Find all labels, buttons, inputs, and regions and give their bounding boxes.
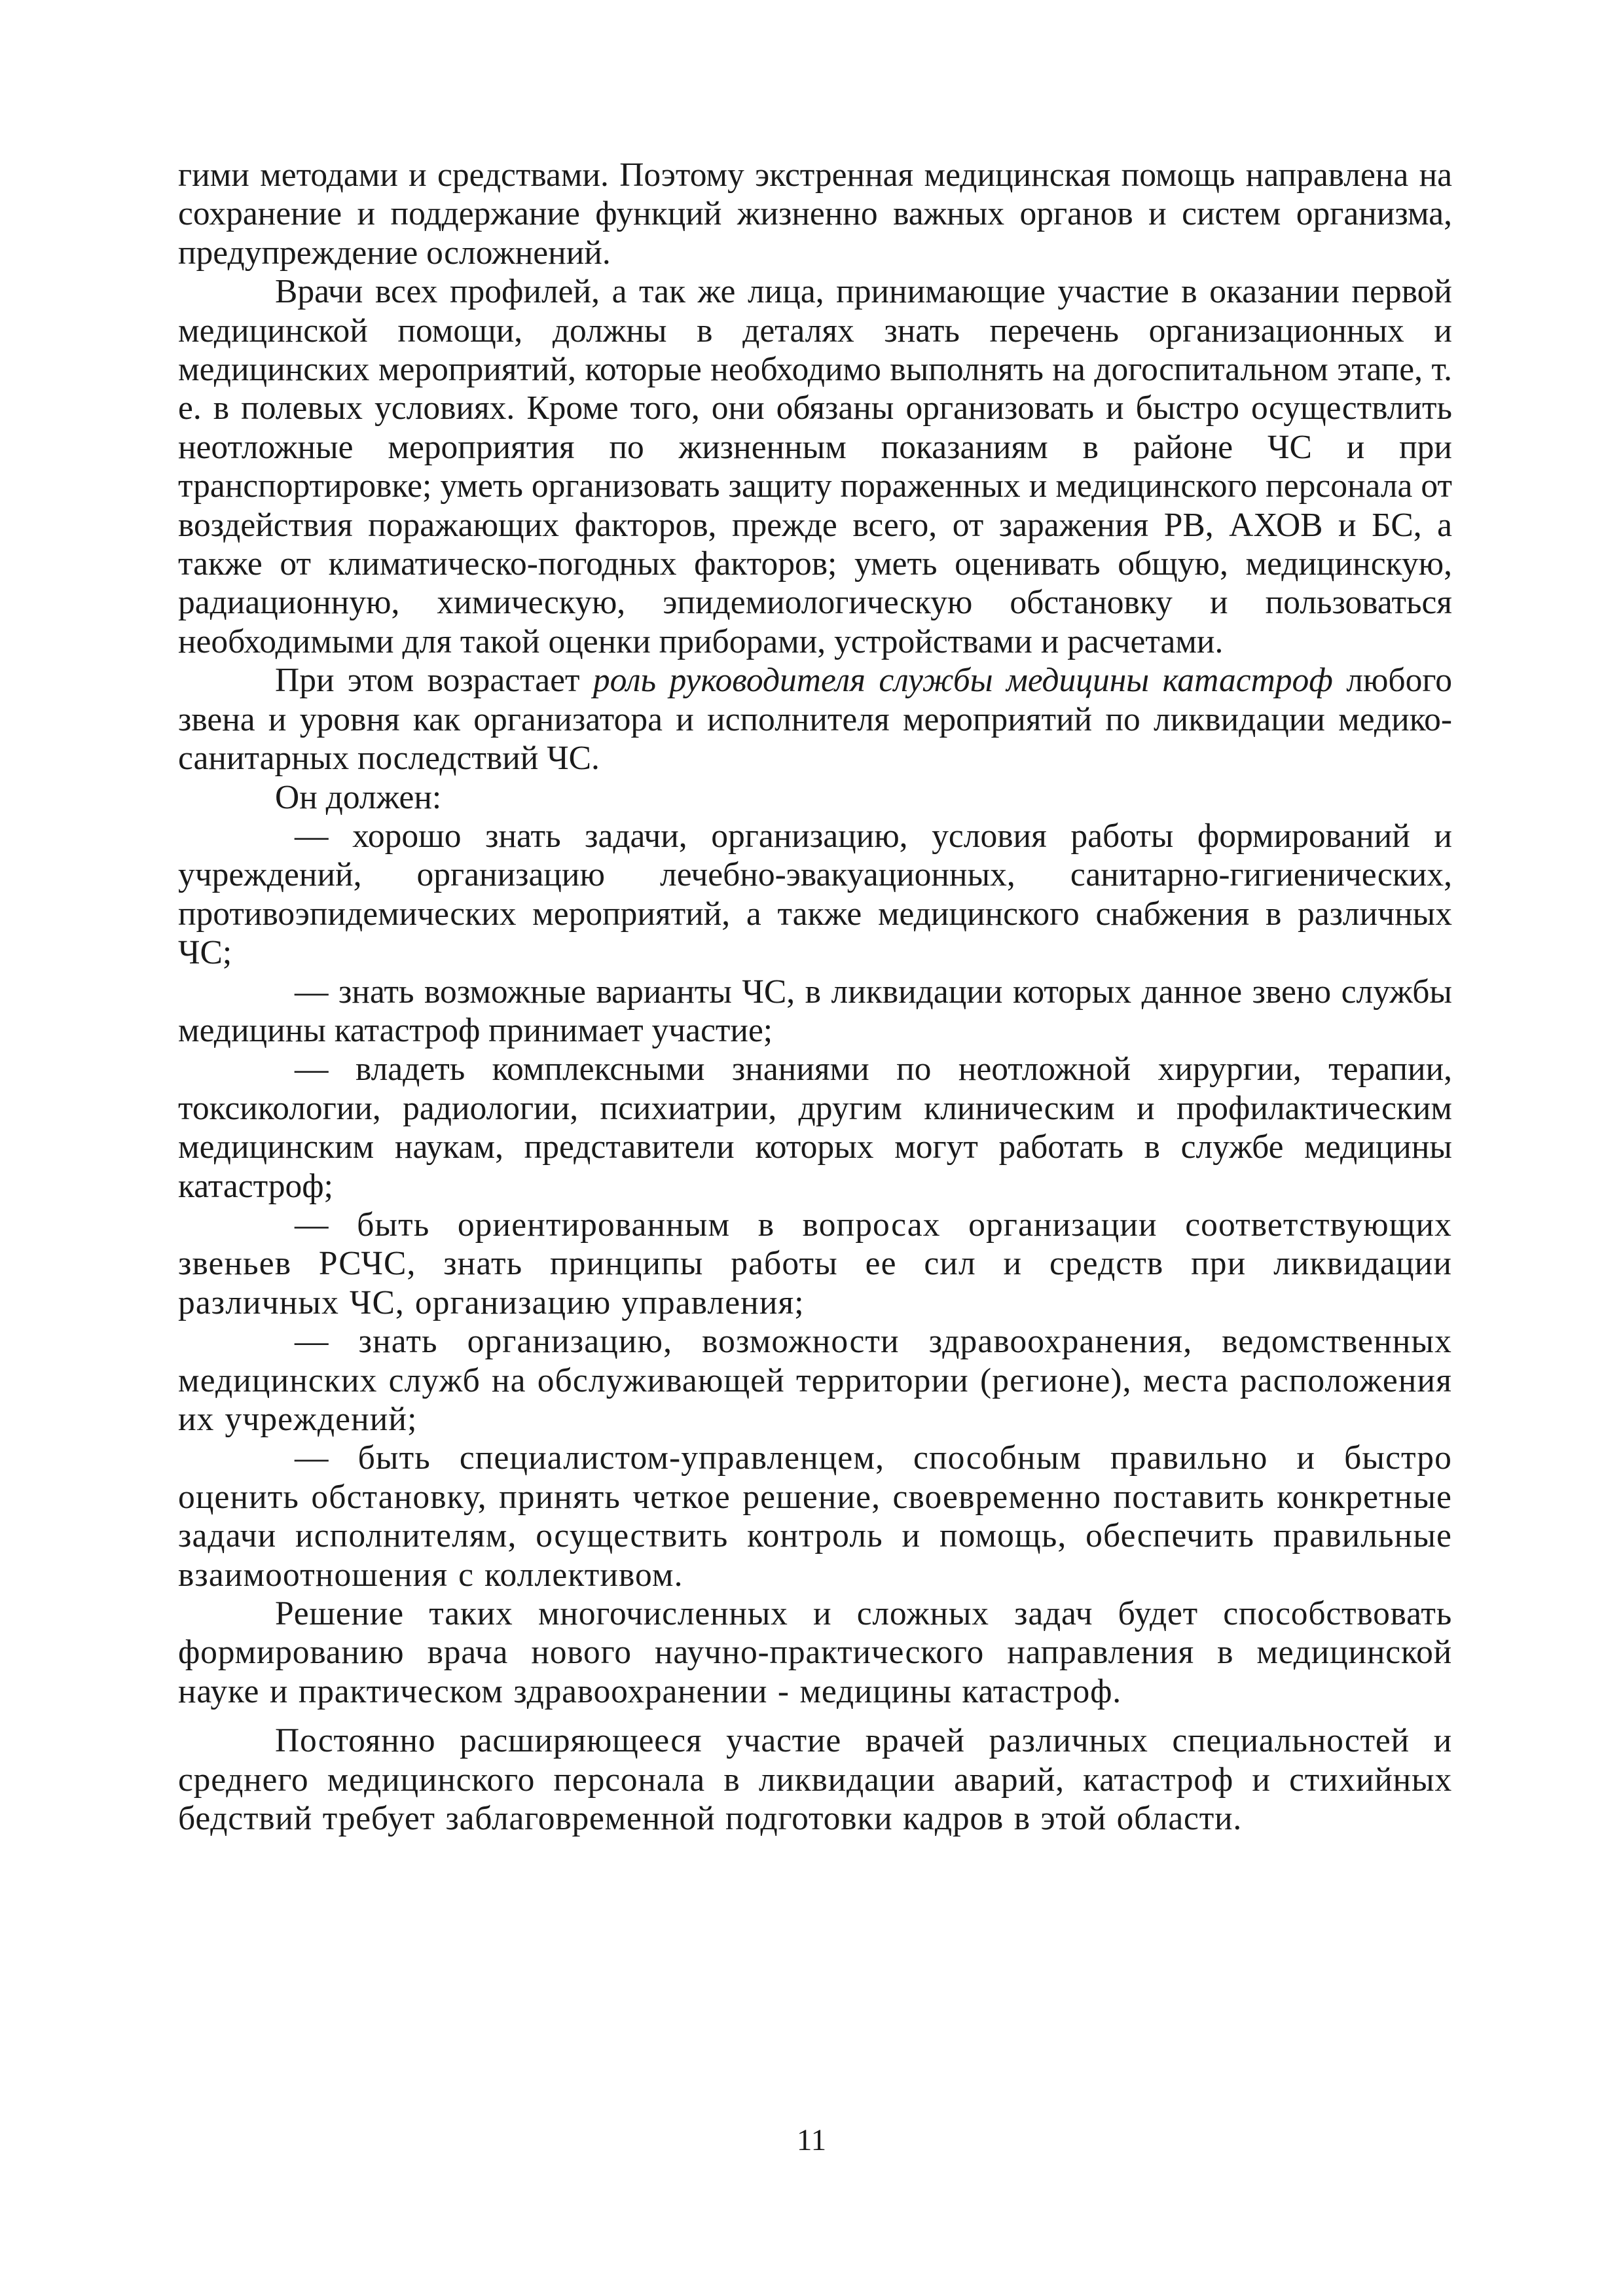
list-item: [178, 1206, 1452, 1322]
paragraph-list-intro: Он должен:: [275, 778, 442, 816]
leader-role-text-after: любого звена и уровня как организатора и исполнителя мероприятий по ликвидации медико-санитарных последствий ЧС.: [178, 662, 1452, 778]
paragraph-training: Постоянно расширяющееся участие врачей различных специальностей и среднего медицинского персонала в ликвидации аварий, катастроф и стихийных бедствий требует заблаговременной подготовки кадров в этой области.: [178, 1722, 1452, 1838]
list-dash: —: [295, 1050, 329, 1088]
leader-role-emphasis: роль руководителя службы медицины катастроф: [593, 662, 1333, 700]
list-item: [178, 1439, 1452, 1594]
list-item: [178, 817, 1452, 973]
paragraph-leader-role: [178, 661, 1452, 778]
paragraph-continuation: гими методами и средствами. Поэтому экстренная медицинская помощь направлена на сохранение и поддержание функций жизненно важных органов и систем организма, предупреждение осложнений.: [178, 156, 1452, 272]
list-item-text: знать организацию, возможности здравоохранения, ведомственных медицинских служб на обслуживающей территории (регионе), места расположения их учреждений;: [178, 1323, 1452, 1438]
list-dash: —: [295, 1439, 329, 1477]
list-item-text: хорошо знать задачи, организацию, условия работы формирований и учреждений, организацию лечебно-эвакуационных, санитарно-гигиенических, противоэпидемических мероприятий, а также медицинского снабжения в различных ЧС;: [178, 817, 1452, 972]
page-number: 11: [796, 2123, 827, 2157]
list-item-text: знать возможные варианты ЧС, в ликвидации которых данное звено службы медицины катастроф принимает участие;: [178, 973, 1453, 1049]
list-item: [178, 973, 1452, 1050]
list-item-text: быть специалистом-управленцем, способным правильно и быстро оценить обстановку, принять четкое решение, своевременно поставить конкретные задачи исполнителям, осуществить контроль и помощь, обеспечить правильные взаимоотношения с коллективом.: [178, 1439, 1452, 1594]
list-dash: —: [295, 817, 329, 855]
page-body: [178, 156, 1452, 1838]
list-item: [178, 1050, 1452, 1206]
paragraph-new-direction: Решение таких многочисленных и сложных задач будет способствовать формированию врача нового научно-практического направления в медицинской науке и практическом здравоохранении - медицины катастроф.: [178, 1595, 1452, 1710]
list-dash: —: [295, 973, 329, 1011]
list-item-text: быть ориентированным в вопросах организации соответствующих звеньев РСЧС, знать принципы работы ее сил и средств при ликвидации различных ЧС, организацию управления;: [178, 1206, 1452, 1321]
list-dash: —: [295, 1323, 329, 1361]
list-item: [178, 1322, 1452, 1439]
leader-role-text-before: При этом возрастает: [275, 662, 593, 700]
list-item-text: владеть комплексными знаниями по неотложной хирургии, терапии, токсикологии, радиологии, психиатрии, другим клиническим и профилактическим медицинским наукам, представители которых могут работать в службе медицины катастроф;: [178, 1050, 1452, 1205]
paragraph-doctors-duties: Врачи всех профилей, а так же лица, принимающие участие в оказании первой медицинской помощи, должны в деталях знать перечень организационных и медицинских мероприятий, которые необходимо выполнять на догоспитальном этапе, т. е. в полевых условиях. Кроме того, они обязаны организовать и быстро осуществлить неотложные мероприятия по жизненным показаниям в районе ЧС и при транспортировке; уметь организовать защиту пораженных и медицинского персонала от воздействия поражающих факторов, прежде всего, от заражения РВ, АХОВ и БС, а также от климатическо-погодных факторов; уметь оценивать общую, медицинскую, радиационную, химическую, эпидемиологическую обстановку и пользоваться необходимыми для такой оценки приборами, устройствами и расчетами.: [178, 273, 1452, 660]
list-dash: —: [295, 1206, 329, 1244]
